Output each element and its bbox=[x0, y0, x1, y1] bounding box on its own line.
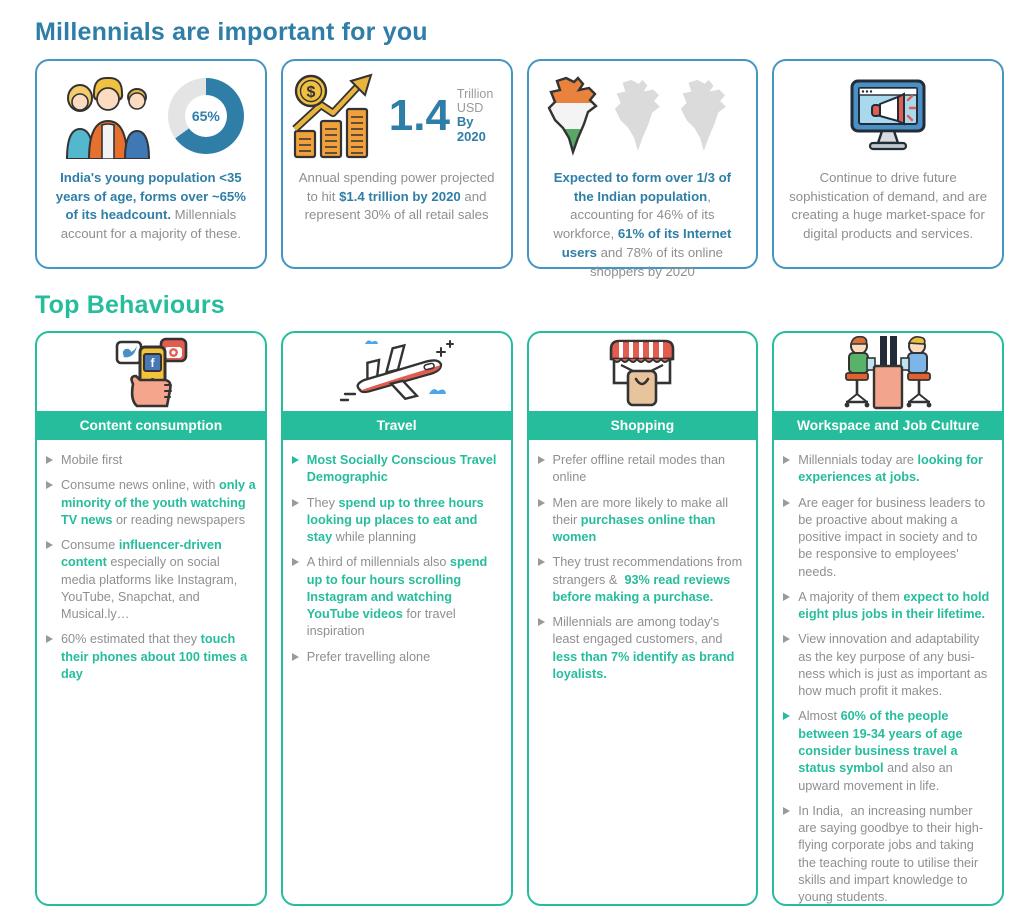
stat-card-text bbox=[297, 169, 497, 225]
stat-card-text bbox=[51, 169, 251, 244]
workspace-desks-icon bbox=[834, 332, 942, 412]
behaviour-bullet-list bbox=[774, 440, 1002, 906]
bullet-arrow-icon bbox=[783, 712, 790, 720]
bullet-text bbox=[798, 708, 993, 794]
behaviour-card bbox=[527, 331, 759, 906]
donut-percent-label: 65% bbox=[191, 108, 220, 124]
text-segment: They trust recommendations from strangers & bbox=[552, 555, 746, 587]
text-segment: 60% estimated that they bbox=[61, 632, 201, 647]
text-segment: Prefer travelling alone bbox=[306, 649, 431, 664]
text-segment: Continue to drive future sophistication of demand, and are creating a huge market-space for digital products and services. bbox=[789, 170, 991, 242]
unit-bottom-label: By 2020 bbox=[456, 114, 486, 145]
behaviour-card-icon-area bbox=[283, 333, 511, 411]
text-segment: Most Socially Conscious Travel Demographic bbox=[306, 453, 500, 485]
stat-card bbox=[527, 59, 759, 279]
bullet-arrow-icon bbox=[783, 635, 790, 643]
text-segment: influencer-driven content bbox=[61, 538, 226, 570]
text-segment: Millennials today are bbox=[798, 453, 918, 467]
bullet-item bbox=[783, 803, 993, 906]
text-segment: Expected to form over 1/3 of the Indian population bbox=[553, 170, 735, 204]
bullet-arrow-icon bbox=[538, 558, 545, 566]
text-segment: Consume news online, with bbox=[61, 478, 219, 493]
bullet-item bbox=[292, 452, 502, 487]
text-segment: only a minority of the youth watching TV news bbox=[61, 478, 260, 527]
bullet-text bbox=[798, 803, 993, 906]
behaviour-card-header: Content consumption bbox=[37, 411, 265, 440]
bullet-arrow-icon bbox=[783, 456, 790, 464]
bullet-arrow-icon bbox=[292, 499, 299, 507]
text-segment: expect to hold eight plus jobs in their lifetime. bbox=[798, 589, 993, 622]
bullet-arrow-icon bbox=[783, 499, 790, 507]
social-media-phone-icon bbox=[103, 336, 199, 408]
bullet-item bbox=[292, 554, 502, 640]
text-segment: India's young population <35 years of age, forms over ~65% of its headcount. bbox=[55, 170, 250, 223]
text-segment: and also an upward movement in life. bbox=[798, 761, 957, 793]
stat-card-icon-row bbox=[537, 71, 749, 161]
text-segment: Almost bbox=[798, 709, 841, 724]
text-segment: , accounting for 46% of its workforce, bbox=[553, 188, 719, 242]
bullet-item bbox=[46, 537, 256, 623]
behaviour-bullet-list bbox=[529, 440, 757, 691]
text-segment: 93% read reviews before making a purchase. bbox=[552, 572, 734, 604]
bullet-text bbox=[307, 554, 502, 640]
svg-text:f: f bbox=[150, 356, 155, 370]
bullet-text bbox=[553, 554, 748, 606]
big-number-block bbox=[389, 87, 503, 146]
bullet-text bbox=[307, 495, 502, 547]
text-segment: View innovation and adaptability as the key purpose of any busi-ness which is just as important as how much profit it makes. bbox=[798, 632, 991, 699]
stat-card-icon-row bbox=[291, 71, 503, 161]
bullet-arrow-icon bbox=[292, 653, 299, 661]
bullet-item bbox=[783, 589, 993, 624]
bullet-arrow-icon bbox=[292, 456, 299, 464]
bullet-text bbox=[798, 495, 993, 581]
text-segment: Millennials account for a majority of these. bbox=[60, 207, 242, 242]
monitor-megaphone-icon bbox=[844, 76, 932, 156]
bullet-arrow-icon bbox=[538, 456, 545, 464]
text-segment: A majority of them bbox=[798, 589, 904, 604]
stat-card bbox=[772, 59, 1004, 269]
big-number-units bbox=[457, 87, 503, 146]
bullet-text bbox=[798, 452, 993, 487]
bullet-text bbox=[61, 537, 256, 623]
text-segment: 60% of the people between 19-34 years of age consider business travel a status symbol bbox=[798, 709, 967, 776]
bullet-arrow-icon bbox=[783, 807, 790, 815]
stat-card bbox=[281, 59, 513, 269]
bullet-arrow-icon bbox=[46, 481, 53, 489]
bullet-arrow-icon bbox=[292, 558, 299, 566]
donut-chart-65 bbox=[168, 78, 244, 154]
text-segment: looking for experiences at jobs. bbox=[798, 453, 987, 485]
text-segment: less than 7% identify as brand loyalists. bbox=[552, 649, 738, 681]
bullet-item bbox=[783, 495, 993, 581]
text-segment: In India, an increasing number are saying goodbye to their high-flying corporate jobs and taking the teaching route to utilise their skills and impart knowledge to young students. bbox=[798, 803, 984, 905]
bullet-arrow-icon bbox=[46, 541, 53, 549]
text-segment: and 78% of its online shoppers by 2020 bbox=[589, 244, 727, 279]
bullet-arrow-icon bbox=[538, 618, 545, 626]
text-segment: Consume bbox=[61, 538, 119, 553]
text-segment: Are eager for business leaders to be proactive about making a positive impact in society and to be responsive to employees' needs. bbox=[798, 495, 989, 579]
bullet-item bbox=[538, 495, 748, 547]
bullet-text bbox=[553, 495, 748, 547]
storefront-icon bbox=[599, 335, 685, 409]
bullet-item bbox=[783, 708, 993, 794]
bullet-arrow-icon bbox=[783, 593, 790, 601]
bullet-item bbox=[292, 649, 502, 666]
stat-card-icon-row bbox=[45, 71, 257, 161]
bullet-text bbox=[307, 649, 430, 666]
behaviour-card bbox=[281, 331, 513, 906]
text-segment: Millennials are among today's least engaged customers, and bbox=[552, 615, 727, 647]
bullet-item bbox=[46, 477, 260, 529]
bullet-text bbox=[307, 452, 502, 487]
behaviour-bullet-list bbox=[37, 440, 265, 691]
page-title: Millennials are important for you bbox=[35, 18, 428, 46]
behaviour-card-icon-area bbox=[37, 333, 265, 411]
airplane-icon bbox=[337, 336, 457, 408]
bullet-arrow-icon bbox=[46, 456, 53, 464]
stat-cards-row bbox=[35, 59, 1004, 279]
people-icon bbox=[58, 73, 158, 159]
svg-text:$: $ bbox=[306, 84, 316, 101]
text-segment: Men are more likely to make all their bbox=[552, 495, 732, 527]
bullet-text bbox=[553, 614, 748, 683]
india-map-icon bbox=[544, 76, 740, 156]
behaviour-card bbox=[772, 331, 1004, 906]
behaviour-cards-row bbox=[35, 331, 1004, 906]
bullet-arrow-icon bbox=[46, 635, 53, 643]
bullet-item bbox=[538, 614, 748, 683]
text-segment: 61% of its Internet users bbox=[561, 226, 736, 260]
bullet-item bbox=[46, 631, 256, 683]
behaviour-card-header: Travel bbox=[283, 411, 511, 440]
text-segment: A third of millennials also bbox=[306, 555, 450, 570]
bullet-text bbox=[553, 452, 748, 487]
bullet-item bbox=[292, 495, 502, 547]
text-segment: spend up to four hours scrolling Instagram and watching YouTube videos bbox=[306, 555, 491, 622]
text-segment: touch their phones about 100 times a day bbox=[61, 632, 251, 681]
stat-card-text bbox=[543, 169, 743, 281]
text-segment: $1.4 trillion by 2020 bbox=[339, 188, 461, 204]
text-segment: Annual spending power projected to hit bbox=[298, 170, 499, 204]
text-segment: especially on social media platforms like Instagram, YouTube, Snapchat, and Musical.ly… bbox=[61, 555, 241, 622]
behaviours-title: Top Behaviours bbox=[35, 291, 225, 319]
behaviour-bullet-list bbox=[283, 440, 511, 674]
text-segment: spend up to three hours looking up places to eat and stay bbox=[306, 495, 488, 545]
growth-chart-icon bbox=[291, 73, 379, 159]
text-segment: for travel inspiration bbox=[306, 607, 460, 639]
text-segment: and represent 30% of all retail sales bbox=[304, 188, 491, 223]
text-segment: while planning bbox=[332, 530, 417, 545]
text-segment: or reading newspapers bbox=[112, 512, 246, 527]
unit-top-label: Trillion USD bbox=[456, 86, 494, 116]
big-number: 1.4 bbox=[388, 91, 450, 140]
stat-card-text bbox=[788, 169, 991, 244]
bullet-text bbox=[798, 631, 993, 700]
behaviour-card-icon-area bbox=[774, 333, 1002, 411]
bullet-text bbox=[61, 477, 260, 529]
text-segment: Prefer offline retail modes than online bbox=[552, 453, 729, 485]
text-segment: purchases online than women bbox=[552, 512, 719, 545]
bullet-text bbox=[798, 589, 993, 624]
behaviour-card-icon-area bbox=[529, 333, 757, 411]
stat-card bbox=[35, 59, 267, 269]
bullet-text bbox=[61, 452, 122, 469]
behaviour-card bbox=[35, 331, 267, 906]
bullet-item bbox=[46, 452, 256, 469]
bullet-item bbox=[538, 554, 748, 606]
bullet-arrow-icon bbox=[538, 499, 545, 507]
behaviour-card-header: Shopping bbox=[529, 411, 757, 440]
bullet-item bbox=[783, 631, 993, 700]
text-segment: They bbox=[306, 495, 339, 510]
text-segment: Mobile first bbox=[61, 453, 123, 467]
behaviour-card-header: Workspace and Job Culture bbox=[774, 411, 1002, 440]
bullet-text bbox=[61, 631, 256, 683]
bullet-item bbox=[538, 452, 748, 487]
bullet-item bbox=[783, 452, 993, 487]
stat-card-icon-row bbox=[782, 71, 994, 161]
